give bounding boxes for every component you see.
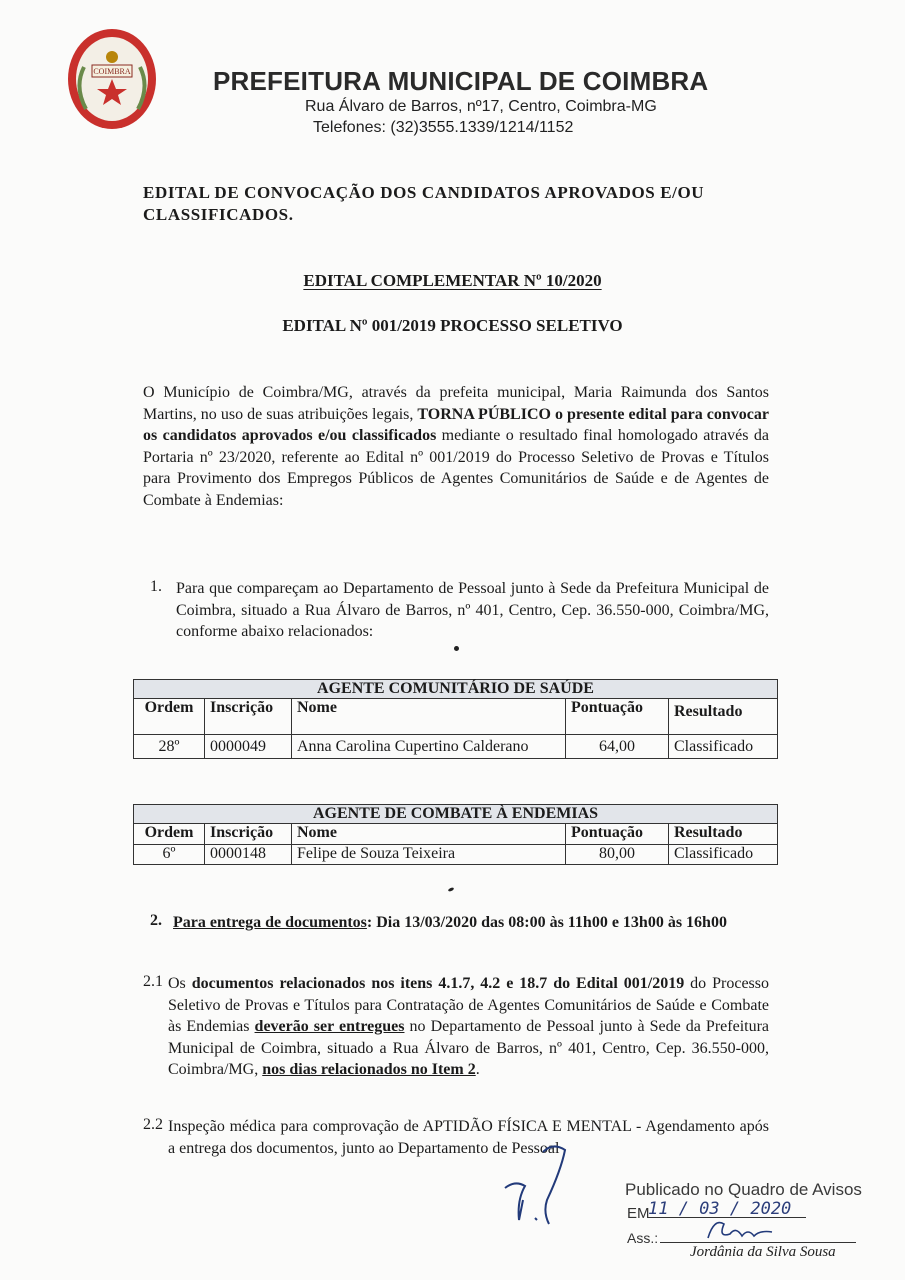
stamp-signature-line xyxy=(660,1242,856,1243)
header-phones: Telefones: (32)3555.1339/1214/1152 xyxy=(313,119,574,136)
item2-number: 2. xyxy=(150,912,162,929)
signature-mark xyxy=(495,1140,575,1240)
item21-bold-1: documentos relacionados nos itens 4.1.7, 4.2 e 18.7 do Edital 001/2019 xyxy=(191,975,685,992)
column-header-pontuacao: Pontuação xyxy=(566,824,669,845)
complementary-edital-text: EDITAL COMPLEMENTAR Nº 10/2020 xyxy=(303,271,602,290)
item21-text-3: no Departamento de Pessoal junto à Sede da Prefeitura Municipal de Coimbra, situado a Rua Álvaro de Barros, nº 401, Centro, Cep. 36.550-000, Coimbra/MG, xyxy=(168,1018,770,1079)
item21-bold-underline-1: deverão ser entregues xyxy=(254,1018,405,1036)
cell-ordem: 6º xyxy=(134,845,205,865)
cell-nome: Felipe de Souza Teixeira xyxy=(292,845,566,865)
cell-pontuacao: 80,00 xyxy=(566,845,669,865)
stamp-date: 11 / 03 / 2020 xyxy=(648,1199,792,1219)
intro-paragraph xyxy=(143,382,769,512)
ink-mark xyxy=(448,887,455,892)
item21-text xyxy=(168,973,769,1081)
item2-label: Para entrega de documentos xyxy=(173,914,367,931)
column-header-ordem: Ordem xyxy=(134,824,205,845)
svg-text:COIMBRA: COIMBRA xyxy=(93,67,131,76)
stamp-title: Publicado no Quadro de Avisos xyxy=(625,1180,862,1199)
stamp-signer-name: Jordânia da Silva Sousa xyxy=(690,1244,836,1260)
table-title: AGENTE DE COMBATE À ENDEMIAS xyxy=(134,805,778,824)
stamp-date-label: EM xyxy=(627,1205,650,1222)
cell-inscricao: 0000049 xyxy=(205,735,292,759)
convocation-title: EDITAL DE CONVOCAÇÃO DOS CANDIDATOS APROVADOS E/OU CLASSIFICADOS. xyxy=(143,183,705,224)
item21-bold-underline-2: nos dias relacionados no Item 2 xyxy=(262,1061,476,1079)
item2-schedule: : Dia 13/03/2020 das 08:00 às 11h00 e 13h00 às 16h00 xyxy=(366,914,727,931)
intro-text-1: O Município de Coimbra/MG, através da prefeita municipal, Maria Raimunda dos Santos Martins, no uso de suas atribuições legais, xyxy=(143,384,769,423)
municipal-seal-icon xyxy=(66,27,158,131)
column-header-resultado: Resultado xyxy=(669,699,778,735)
item1-text: Para que compareçam ao Departamento de Pessoal junto à Sede da Prefeitura Municipal de Coimbra, situado a Rua Álvaro de Barros, nº 401, Centro, Cep. 36.550-000, Coimbra/MG, conforme abaixo relacionados: xyxy=(176,580,769,641)
stamp-signature-label: Ass.: xyxy=(627,1230,659,1246)
column-header-inscricao: Inscrição xyxy=(205,699,292,735)
table-row xyxy=(134,735,778,759)
column-header-nome: Nome xyxy=(292,699,566,735)
header-address: Rua Álvaro de Barros, nº17, Centro, Coimbra-MG xyxy=(305,98,657,115)
cell-inscricao: 0000148 xyxy=(205,845,292,865)
item21-text-4: . xyxy=(475,1061,480,1079)
column-header-inscricao: Inscrição xyxy=(205,824,292,845)
stamp-date-line xyxy=(648,1217,806,1218)
cell-resultado: Classificado xyxy=(669,735,778,759)
item1-number: 1. xyxy=(150,578,162,595)
column-header-nome: Nome xyxy=(292,824,566,845)
intro-text-2: mediante o resultado final homologado através da Portaria nº 23/2020, referente ao Edital nº 001/2019 do Processo Seletivo de Provas e Títulos para Provimento dos Empregos Públicos de Agentes Comunitários de Saúde e de Agentes de Combate à Endemias: xyxy=(143,427,769,509)
item21-text-2: do Processo Seletivo de Provas e Títulos para Contratação de Agentes Comunitários de Saúde e Combate às Endemias xyxy=(168,975,770,1036)
item2-text xyxy=(173,912,769,934)
table-agente-combate xyxy=(133,804,778,865)
cell-ordem: 28º xyxy=(134,735,205,759)
table-row xyxy=(134,845,778,865)
cell-pontuacao: 64,00 xyxy=(566,735,669,759)
column-header-ordem: Ordem xyxy=(134,699,205,735)
item22-number: 2.2 xyxy=(143,1116,163,1133)
column-header-resultado: Resultado xyxy=(669,824,778,845)
column-header-pontuacao: Pontuação xyxy=(566,699,669,735)
complementary-edital-title xyxy=(0,271,905,291)
cell-resultado: Classificado xyxy=(669,845,778,865)
table-agente-comunitario xyxy=(133,679,778,759)
header-title: PREFEITURA MUNICIPAL DE COIMBRA xyxy=(213,66,709,96)
item21-number: 2.1 xyxy=(143,973,163,990)
item22-text: Inspeção médica para comprovação de APTIDÃO FÍSICA E MENTAL - Agendamento após a entrega dos documentos, junto ao Departamento de Pessoal xyxy=(168,1118,769,1157)
cell-nome: Anna Carolina Cupertino Calderano xyxy=(292,735,566,759)
item21-text-1: Os xyxy=(168,975,192,992)
table-title: AGENTE COMUNITÁRIO DE SAÚDE xyxy=(134,680,778,699)
process-edital-title: EDITAL Nº 001/2019 PROCESSO SELETIVO xyxy=(282,316,623,335)
intro-bold-text: TORNA PÚBLICO o presente edital para convocar os candidatos aprovados e/ou classificados xyxy=(143,405,769,445)
ink-dot xyxy=(454,646,459,651)
